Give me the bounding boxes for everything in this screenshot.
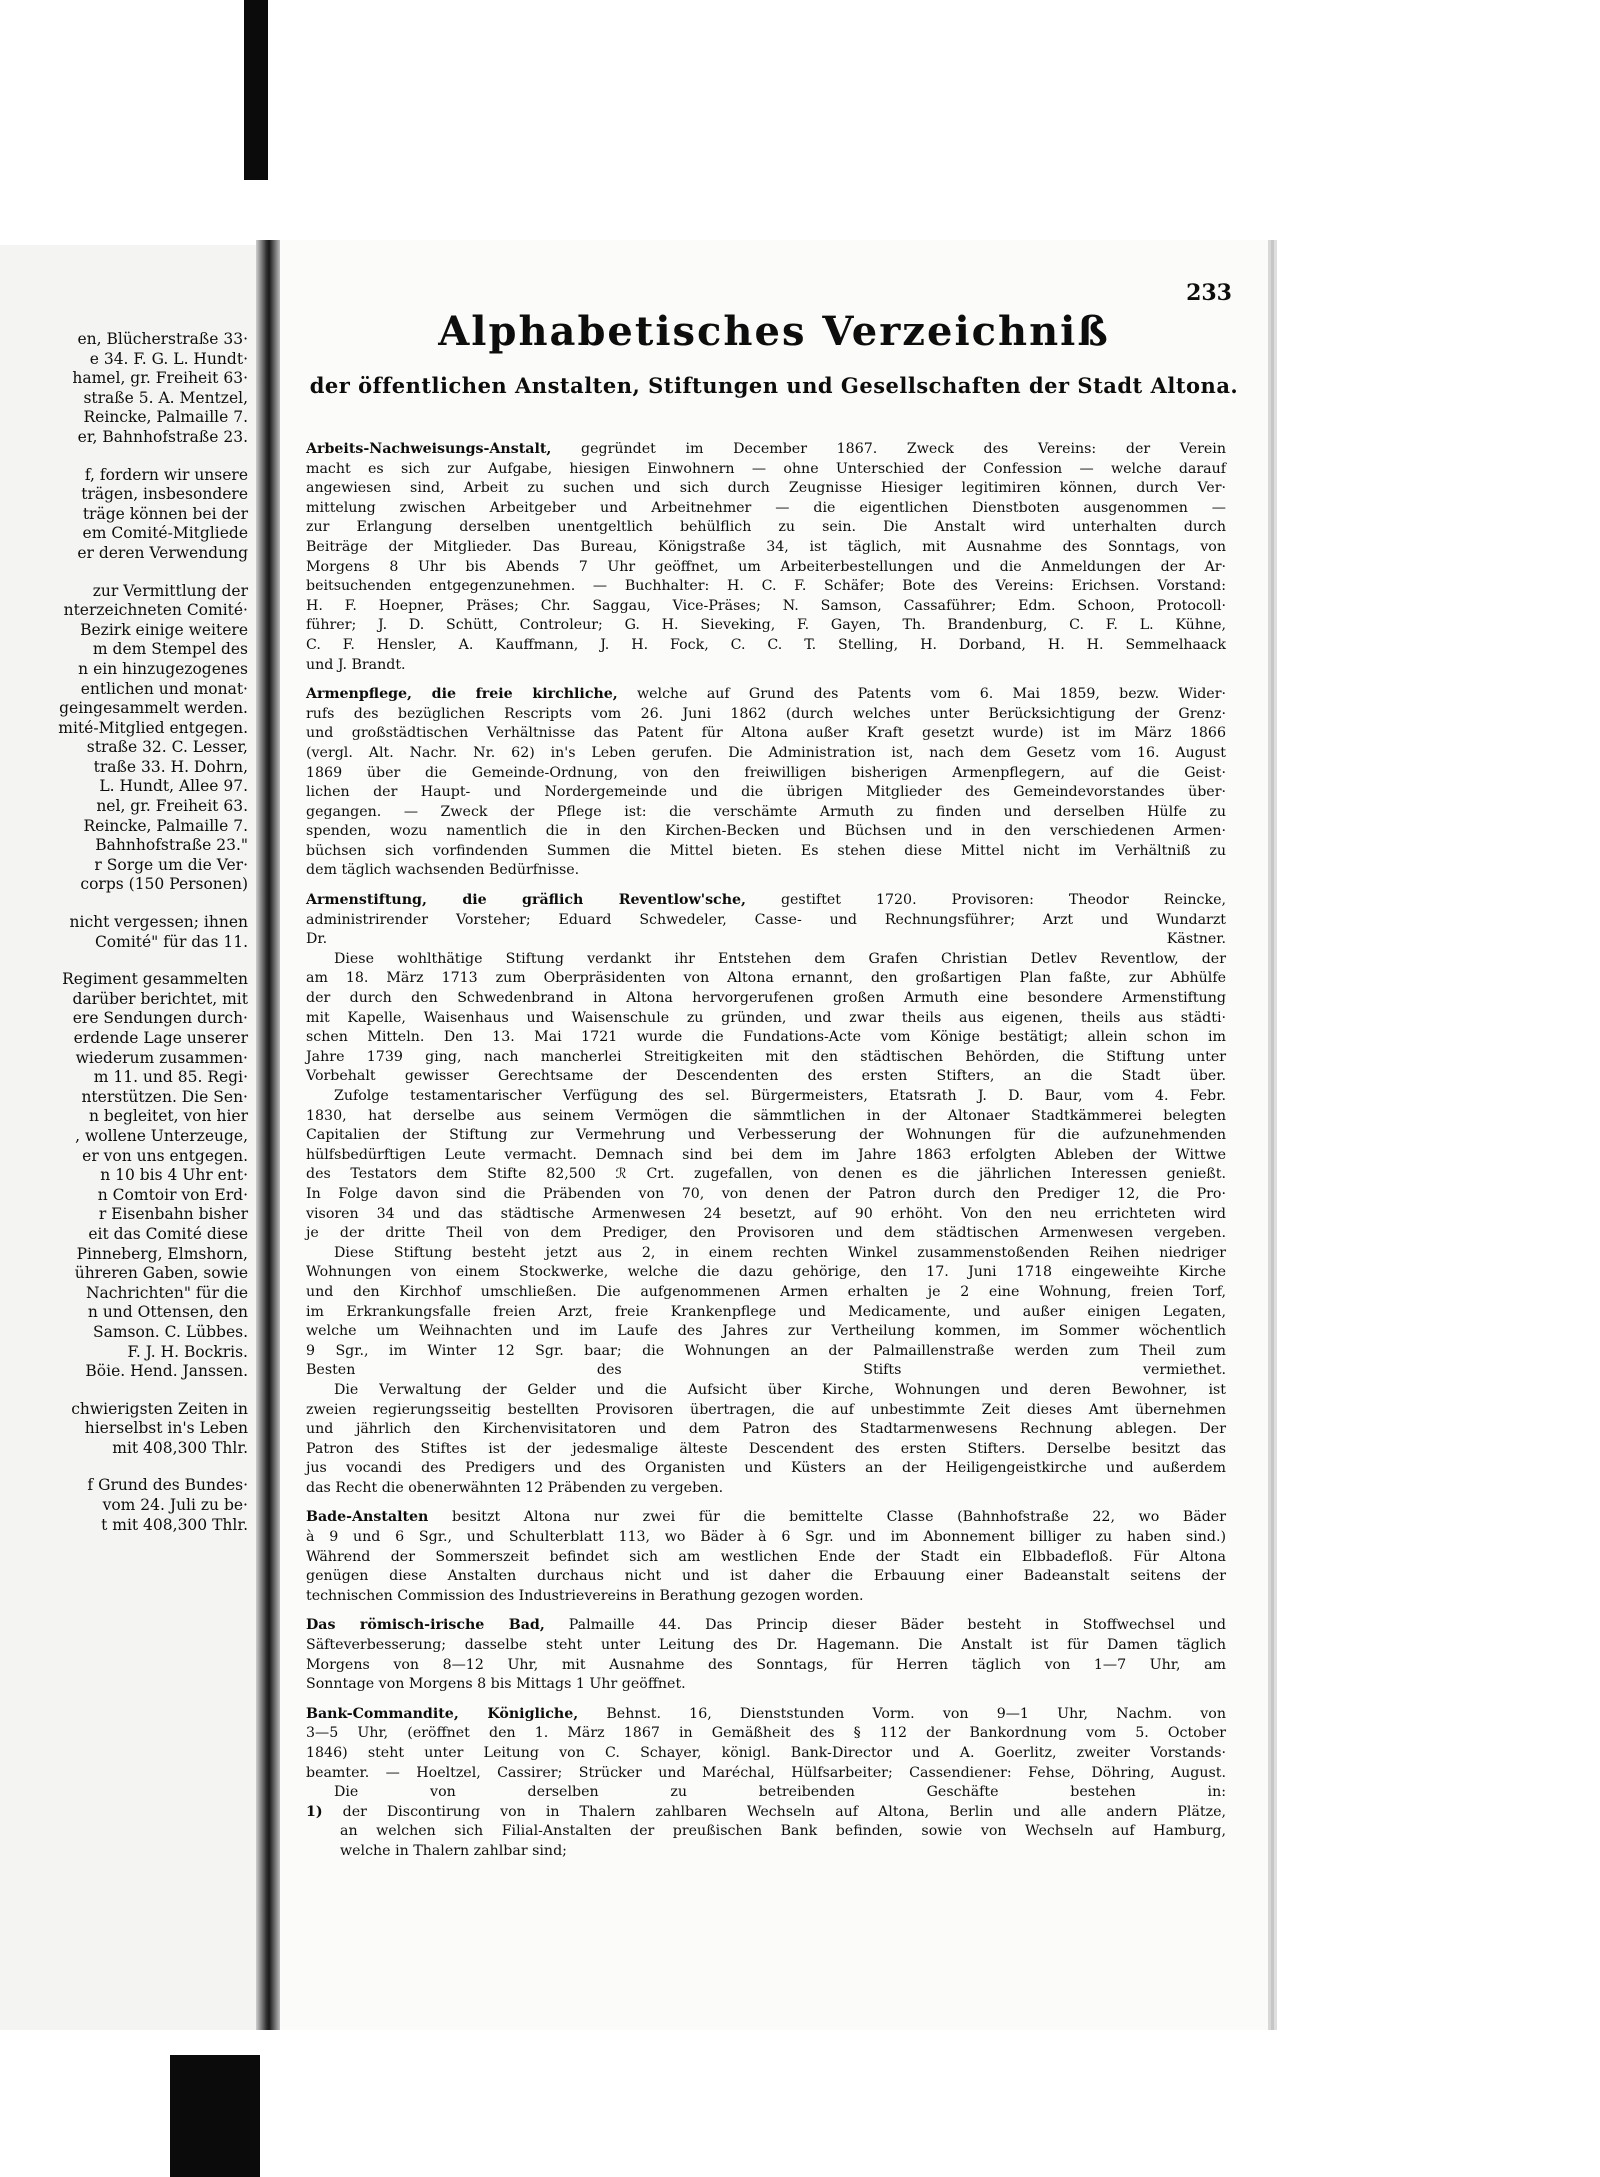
entry-heading: Armenpflege, die freie kirchliche, bbox=[306, 686, 618, 703]
entry-line bbox=[306, 1783, 1226, 1803]
left-column-line: hierselbst in's Leben bbox=[84, 1419, 248, 1438]
left-column-line: nel, gr. Freiheit 63. bbox=[96, 797, 248, 816]
entry-text: Patron des Stiftes ist der jedesmalige älteste Descendent des ersten Stifters. Derselbe besitzt das bbox=[306, 1440, 1226, 1457]
entry-line bbox=[306, 1528, 1226, 1548]
page-number: 233 bbox=[1186, 280, 1232, 306]
left-column-line: n ein hinzugezogenes bbox=[78, 659, 248, 678]
entry-line bbox=[306, 440, 1226, 460]
entry-line bbox=[306, 764, 1226, 784]
left-column-line: nterstützen. Die Sen· bbox=[81, 1087, 248, 1106]
left-column-line: Regiment gesammelten bbox=[62, 970, 248, 989]
left-column-gap bbox=[8, 448, 248, 466]
entry-line bbox=[306, 1185, 1226, 1205]
entry-line bbox=[306, 616, 1226, 636]
entry-text: mit Kapelle, Waisenhaus und Waisenschule zu gründen, und zwar theils aus eigenen, theils aus städti· bbox=[306, 1009, 1226, 1026]
entry-text: welche auf Grund des Patents vom 6. Mai 1859, bezw. Wider· bbox=[617, 686, 1226, 703]
entry-line bbox=[306, 1616, 1226, 1636]
left-column-line: n und Ottensen, den bbox=[87, 1303, 248, 1322]
entry-text: beamter. — Hoeltzel, Cassirer; Strücker und Maréchal, Hülfsarbeiter; Cassendiener: Fehse, Döhring, August. bbox=[306, 1764, 1226, 1781]
entry-line bbox=[306, 950, 1226, 970]
entry-line bbox=[306, 1048, 1226, 1068]
left-column-gap bbox=[8, 895, 248, 913]
right-page bbox=[280, 240, 1268, 2030]
left-column-line: r Eisenbahn bisher bbox=[98, 1205, 248, 1224]
left-column-line: mité-Mitglied entgegen. bbox=[58, 718, 248, 737]
entry-text: angewiesen sind, Arbeit zu suchen und sich durch Zeugnisse Hiesiger legitimiren können, durch Ver· bbox=[306, 480, 1226, 497]
directory-entry bbox=[306, 1705, 1226, 1862]
entry-text: welche in Thalern zahlbar sind; bbox=[340, 1842, 567, 1859]
entry-line bbox=[306, 577, 1226, 597]
entry-line bbox=[306, 842, 1226, 862]
entry-line bbox=[306, 499, 1226, 519]
entry-text: an welchen sich Filial-Anstalten der preußischen Bank befinden, sowie von Wechseln auf Hamburg, bbox=[340, 1823, 1226, 1840]
left-column-line: t mit 408,300 Thlr. bbox=[101, 1515, 248, 1534]
entry-text: und großstädtischen Verhältnisse das Patent für Altona außer Kraft gesetzt wurde) ist im März 1866 bbox=[306, 725, 1226, 742]
entry-line bbox=[306, 1401, 1226, 1421]
left-column-line: straße 5. A. Mentzel, bbox=[83, 388, 248, 407]
entry-line bbox=[306, 1009, 1226, 1029]
entry-text: Wohnungen von einem Stockwerke, welche die dazu gehörige, den 17. Juni 1718 eingeweihte Kirche bbox=[306, 1264, 1226, 1281]
entry-line bbox=[306, 1822, 1226, 1842]
entry-text: spenden, wozu namentlich die in den Kirchen-Becken und Büchsen und in den verschiedenen Armen· bbox=[306, 823, 1226, 840]
entry-text: zur Erlangung derselben unentgeltlich behülflich zu sein. Die Anstalt wird unterhalten durch bbox=[306, 519, 1226, 536]
entry-text: Diese Stiftung besteht jetzt aus 2, in einem rechten Winkel zusammenstoßenden Reihen niedriger bbox=[334, 1244, 1226, 1261]
entry-text: am 18. März 1713 zum Oberpräsidenten von Altona ernannt, den großartigen Plan faßte, zur Abhülfe bbox=[306, 970, 1226, 987]
entry-line bbox=[306, 1263, 1226, 1283]
entry-text: Die Verwaltung der Gelder und die Aufsicht über Kirche, Wohnungen und deren Bewohner, ist bbox=[334, 1381, 1226, 1398]
entry-line bbox=[306, 636, 1226, 656]
left-column-line: corps (150 Personen) bbox=[80, 875, 248, 894]
entry-text: Beiträge der Mitglieder. Das Bureau, Königstraße 34, ist täglich, mit Ausnahme des Sonntags, von bbox=[306, 538, 1226, 555]
entry-text: gegründet im December 1867. Zweck des Vereins: der Verein bbox=[551, 441, 1226, 457]
entries-text bbox=[306, 440, 1226, 1872]
entry-line bbox=[306, 1361, 1226, 1381]
left-column-line: vom 24. Juli zu be· bbox=[102, 1496, 248, 1515]
entry-text: Jahre 1739 ging, nach mancherlei Streitigkeiten mit den städtischen Behörden, die Stiftung unter bbox=[306, 1048, 1226, 1065]
entry-text: beitsuchenden entgegenzunehmen. — Buchhalter: H. C. F. Schäfer; Bote des Vereins: Erichsen. Vorstand: bbox=[306, 578, 1226, 595]
entry-text: und J. Brandt. bbox=[306, 656, 406, 673]
entry-text: hülfsbedürftigen Leute vermacht. Demnach sind bei dem im Jahre 1863 erfolgten Ableben der Wittwe bbox=[306, 1146, 1226, 1163]
entry-text: 1846) steht unter Leitung von C. Schayer, königl. Bank-Director und A. Goerlitz, zweiter Vorstands· bbox=[306, 1745, 1226, 1761]
entry-text: büchsen sich vorfindenden Summen die Mittel bieten. Es stehen diese Mittel nicht im Verhältniß zu bbox=[306, 842, 1226, 859]
left-column-line: L. Hundt, Allee 97. bbox=[99, 777, 248, 796]
entry-line bbox=[306, 803, 1226, 823]
left-column-line: hamel, gr. Freiheit 63· bbox=[72, 369, 248, 388]
entry-line bbox=[306, 891, 1226, 911]
entry-line bbox=[306, 861, 1226, 881]
entry-line bbox=[306, 1146, 1226, 1166]
left-column-line: eit das Comité diese bbox=[88, 1224, 248, 1243]
left-column-line: ühreren Gaben, sowie bbox=[74, 1264, 248, 1283]
left-page bbox=[0, 245, 257, 2030]
entry-text: Besten des Stifts vermiethet. bbox=[306, 1362, 1226, 1379]
entry-text: visoren 34 und das städtische Armenwesen 24 besetzt, auf 90 erhöht. Von den neu errichteten wird bbox=[306, 1205, 1226, 1222]
entry-line bbox=[306, 1744, 1226, 1764]
entry-text: jus vocandi des Predigers und des Organisten und Küsters an der Heiligengeistkirche und außerdem bbox=[306, 1460, 1226, 1477]
left-column-line: n Comtoir von Erd· bbox=[97, 1185, 248, 1204]
entry-line bbox=[306, 1656, 1226, 1676]
entry-text: das Recht die obenerwähnten 12 Präbenden zu vergeben. bbox=[306, 1479, 724, 1496]
entry-text: Palmaille 44. Das Princip dieser Bäder besteht in Stoffwechsel und bbox=[544, 1617, 1226, 1634]
left-column-gap bbox=[8, 564, 248, 582]
left-column-line: r Sorge um die Ver· bbox=[94, 855, 248, 874]
entry-line bbox=[306, 1165, 1226, 1185]
left-column-gap bbox=[8, 1382, 248, 1400]
left-column-gap bbox=[8, 1458, 248, 1476]
left-column-line: wiederum zusammen· bbox=[75, 1048, 248, 1067]
left-column-line: straße 32. C. Lesser, bbox=[86, 738, 248, 757]
entry-text: H. F. Hoepner, Präses; Chr. Saggau, Vice-Präses; N. Samson, Cassaführer; Edm. Schoon, Protocoll· bbox=[306, 597, 1226, 614]
entry-text: Die von derselben zu betreibenden Geschäfte bestehen in: bbox=[334, 1784, 1226, 1801]
entry-line bbox=[306, 460, 1226, 480]
entry-text: In Folge davon sind die Präbenden von 70, von denen der Patron durch den Prediger 12, die Pro· bbox=[306, 1185, 1226, 1202]
entry-line bbox=[306, 822, 1226, 842]
left-column-line: m dem Stempel des bbox=[92, 640, 248, 659]
entry-text: Morgens 8 Uhr bis Abends 7 Uhr geöffnet, um Arbeiterbestellungen und die Anmeldungen der Ar· bbox=[306, 558, 1226, 575]
entry-text: mittelung zwischen Arbeitgeber und Arbeitnehmer — die eigentlichen Dienstboten ausgenommen — bbox=[306, 499, 1226, 516]
entry-line bbox=[306, 744, 1226, 764]
entry-line bbox=[306, 911, 1226, 931]
entry-line bbox=[306, 597, 1226, 617]
page-subtitle: der öffentlichen Anstalten, Stiftungen und Gesellschaften der Stadt Altona. bbox=[309, 373, 1239, 398]
entry-text: Sonntage von Morgens 8 bis Mittags 1 Uhr geöffnet. bbox=[306, 1676, 686, 1693]
entry-line bbox=[306, 1440, 1226, 1460]
entry-text: und jährlich den Kirchenvisitatoren und dem Patron des Stadtarmenwesens Rechnung ablegen. Der bbox=[306, 1421, 1226, 1438]
left-column-line: geingesammelt werden. bbox=[59, 699, 248, 718]
entry-line bbox=[306, 969, 1226, 989]
entry-text: zweien regierungsseitig bestellten Provisoren übertragen, die auf unbestimmte Zeit dieses Amt übernehmen bbox=[306, 1401, 1226, 1418]
entry-line bbox=[306, 1126, 1226, 1146]
entry-text: Capitalien der Stiftung zur Vermehrung und Verbesserung der Wohnungen für die aufzunehmenden bbox=[306, 1127, 1226, 1144]
entry-text: im Erkrankungsfalle freien Arzt, freie Krankenpflege und Medicamente, und außer einigen Legaten, bbox=[306, 1303, 1226, 1320]
left-column-line: f Grund des Bundes· bbox=[87, 1476, 248, 1495]
entry-line bbox=[306, 1724, 1226, 1744]
entry-heading: Bank-Commandite, Königliche, bbox=[306, 1705, 579, 1722]
entry-text: Diese wohlthätige Stiftung verdankt ihr Entstehen dem Grafen Christian Detlev Reventlow, der bbox=[334, 950, 1226, 967]
entry-text: administrirender Vorsteher; Eduard Schwedeler, Casse- und Rechnungsführer; Arzt und Wundarzt bbox=[306, 911, 1226, 928]
entry-line bbox=[306, 1636, 1226, 1656]
left-column-gap bbox=[8, 952, 248, 970]
directory-entry bbox=[306, 685, 1226, 881]
entry-text: 1830, hat derselbe aus seinem Vermögen die sämmtlichen in der Altonaer Stadtkämmerei belegten bbox=[306, 1107, 1226, 1124]
left-column-line: ere Sendungen durch· bbox=[72, 1009, 248, 1028]
left-column-line: traße 33. H. Dohrn, bbox=[93, 757, 248, 776]
entry-line bbox=[306, 1107, 1226, 1127]
left-column-line: chwierigsten Zeiten in bbox=[71, 1399, 248, 1418]
left-column-line: em Comité-Mitgliede bbox=[82, 524, 248, 543]
entry-line bbox=[306, 1459, 1226, 1479]
entry-text: 3—5 Uhr, (eröffnet den 1. März 1867 in Gemäßheit des § 112 der Bankordnung vom 5. October bbox=[306, 1725, 1226, 1742]
entry-line bbox=[306, 1087, 1226, 1107]
left-column-line: nterzeichneten Comité· bbox=[63, 601, 248, 620]
left-column-line: f, fordern wir unsere bbox=[84, 465, 248, 484]
left-column-line: zur Vermittlung der bbox=[92, 581, 248, 600]
entry-text: gegangen. — Zweck der Pflege ist: die verschämte Armuth zu finden und derselben Hülfe zu bbox=[306, 803, 1226, 820]
entry-text: lichen der Haupt- und Nordergemeinde und die übrigen Mitglieder des Gemeindevorstandes über· bbox=[306, 784, 1226, 801]
entry-line bbox=[306, 558, 1226, 578]
left-column-line: Bahnhofstraße 23." bbox=[95, 836, 248, 855]
entry-heading: Das römisch-irische Bad, bbox=[306, 1617, 545, 1634]
entry-line bbox=[306, 1224, 1226, 1244]
left-column-line: Bezirk einige weitere bbox=[80, 620, 248, 639]
entry-text: à 9 und 6 Sgr., und Schulterblatt 113, wo Bäder à 6 Sgr. und im Abonnement billiger zu haben sind.) bbox=[306, 1529, 1226, 1546]
left-column-line: Böie. Hend. Janssen. bbox=[85, 1362, 248, 1381]
entry-line bbox=[306, 518, 1226, 538]
entry-text: (vergl. Alt. Nachr. Nr. 62) in's Leben gerufen. Die Administration ist, nach dem Gesetz vom 16. August bbox=[306, 744, 1226, 761]
entry-line bbox=[306, 1028, 1226, 1048]
entry-line bbox=[306, 1479, 1226, 1499]
entry-text: Vorbehalt gewisser Gerechtsame der Descendenten des ersten Stifters, an die Stadt über. bbox=[306, 1068, 1226, 1085]
left-column-line: Pinneberg, Elmshorn, bbox=[76, 1244, 248, 1263]
entry-line bbox=[306, 1381, 1226, 1401]
book-spread bbox=[0, 240, 1268, 2030]
left-column-line: mit 408,300 Thlr. bbox=[112, 1438, 248, 1457]
entry-line bbox=[306, 685, 1226, 705]
entry-line bbox=[306, 1322, 1226, 1342]
entry-line bbox=[306, 1205, 1226, 1225]
directory-entry bbox=[306, 1508, 1226, 1606]
entry-line bbox=[306, 989, 1226, 1009]
left-column-line: n begleitet, von hier bbox=[88, 1107, 248, 1126]
entry-line bbox=[306, 705, 1226, 725]
book-gutter bbox=[256, 240, 280, 2030]
entry-text: der durch den Schwedenbrand in Altona hervorgerufenen großen Armuth eine besondere Armenstiftung bbox=[306, 990, 1226, 1007]
entry-text: 9 Sgr., im Winter 12 Sgr. baar; die Wohnungen an der Palmaillenstraße werden zum Theil zum bbox=[306, 1342, 1226, 1359]
left-column-line: Reincke, Palmaille 7. bbox=[83, 816, 248, 835]
entry-line bbox=[306, 783, 1226, 803]
entry-text: schen Mitteln. Den 13. Mai 1721 wurde die Fundations-Acte vom Könige bestätigt; allein schon im bbox=[306, 1029, 1226, 1046]
left-column-line: nicht vergessen; ihnen bbox=[69, 913, 248, 932]
directory-entry bbox=[306, 891, 1226, 1498]
entry-line bbox=[306, 1508, 1226, 1528]
entry-line bbox=[306, 656, 1226, 676]
left-column-line: Comité" für das 11. bbox=[94, 932, 248, 951]
entry-line bbox=[306, 1587, 1226, 1607]
entry-line bbox=[306, 1548, 1226, 1568]
entry-text: Behnst. 16, Dienststunden Vorm. von 9—1 Uhr, Nachm. von bbox=[578, 1705, 1226, 1722]
left-column-line: Samson. C. Lübbes. bbox=[92, 1322, 248, 1341]
entry-line bbox=[306, 1303, 1226, 1323]
left-column-line: en, Blücherstraße 33· bbox=[77, 330, 248, 348]
entry-line bbox=[306, 1244, 1226, 1264]
entry-text: genügen diese Anstalten durchaus nicht und ist daher die Erbauung einer Badeanstalt seitens der bbox=[306, 1568, 1226, 1585]
entry-line bbox=[306, 1567, 1226, 1587]
left-column-line: er, Bahnhofstraße 23. bbox=[77, 427, 248, 446]
entry-heading: Bade-Anstalten bbox=[306, 1509, 429, 1526]
left-column-line: e 34. F. G. L. Hundt· bbox=[89, 349, 248, 368]
left-column-line: träge können bei der bbox=[82, 504, 248, 523]
entry-line bbox=[306, 930, 1226, 950]
entry-text: des Testators dem Stifte 82,500 ℛ Crt. zugefallen, von denen es die jährlichen Interessen genießt. bbox=[306, 1166, 1226, 1183]
entry-line bbox=[306, 724, 1226, 744]
directory-entry bbox=[306, 440, 1226, 675]
left-column-line: entlichen und monat· bbox=[80, 679, 248, 698]
left-column-line: darüber berichtet, mit bbox=[72, 989, 248, 1008]
entry-line bbox=[306, 1283, 1226, 1303]
entry-text: 1869 über die Gemeinde-Ordnung, von den freiwilligen bisherigen Armenpflegern, auf die Geist· bbox=[306, 764, 1226, 781]
entry-text: Während der Sommerszeit befindet sich am westlichen Ende der Stadt ein Elbbadefloß. Für Altona bbox=[306, 1548, 1226, 1565]
left-column-line: erdende Lage unserer bbox=[73, 1029, 248, 1047]
entry-text: gestiftet 1720. Provisoren: Theodor Reincke, bbox=[745, 892, 1226, 909]
directory-entry bbox=[306, 1616, 1226, 1694]
entry-line bbox=[306, 1342, 1226, 1362]
entry-text: welche um Weihnachten und im Laufe des Jahres zur Vertheilung kommen, im Sommer wöchentlich bbox=[306, 1323, 1226, 1340]
left-column-line: n 10 bis 4 Uhr ent· bbox=[100, 1166, 248, 1185]
page-title: Alphabetisches Verzeichniß bbox=[438, 308, 1110, 355]
entry-line bbox=[306, 1803, 1226, 1823]
entry-text: C. F. Hensler, A. Kauffmann, J. H. Fock, C. C. T. Stelling, H. Dorband, H. H. Semmelhaack bbox=[306, 636, 1226, 653]
scanner-clamp-top bbox=[244, 0, 268, 180]
left-page-text-column bbox=[8, 330, 248, 1535]
left-column-line: m 11. und 85. Regi· bbox=[93, 1068, 248, 1087]
entry-text: Säfteverbesserung; dasselbe steht unter Leitung des Dr. Hagemann. Die Anstalt ist für Damen täglich bbox=[306, 1637, 1226, 1654]
entry-heading: Arbeits-Nachweisungs-Anstalt, bbox=[306, 441, 552, 457]
entry-line bbox=[306, 538, 1226, 558]
entry-text: Zufolge testamentarischer Verfügung des sel. Bürgermeisters, Etatsrath J. D. Baur, vom 4. Febr. bbox=[334, 1088, 1226, 1104]
entry-line bbox=[306, 1705, 1226, 1725]
left-column-line: er von uns entgegen. bbox=[82, 1146, 248, 1165]
entry-line bbox=[306, 1420, 1226, 1440]
entry-heading: Armenstiftung, die gräflich Reventlow'sche, bbox=[306, 892, 746, 909]
entry-text: führer; J. D. Schütt, Controleur; G. H. Sieveking, F. Gayen, Th. Brandenburg, C. F. L. Kühne, bbox=[306, 617, 1226, 634]
left-column-line: er deren Verwendung bbox=[77, 543, 248, 562]
entry-text: technischen Commission des Industrievereins in Berathung gezogen worden. bbox=[306, 1587, 864, 1604]
entry-line bbox=[306, 1764, 1226, 1784]
entry-line bbox=[306, 1067, 1226, 1087]
entry-line bbox=[306, 479, 1226, 499]
entry-line bbox=[306, 1675, 1226, 1695]
entry-line bbox=[306, 1842, 1226, 1862]
entry-text: besitzt Altona nur zwei für die bemittelte Classe (Bahnhofstraße 22, wo Bäder bbox=[428, 1509, 1226, 1526]
left-column-line: F. J. H. Bockris. bbox=[127, 1342, 248, 1361]
scanner-clamp-bottom bbox=[170, 2055, 260, 2177]
left-column-line: Nachrichten" für die bbox=[85, 1283, 248, 1302]
left-column-line: trägen, insbesondere bbox=[81, 485, 248, 504]
entry-text: Morgens von 8—12 Uhr, mit Ausnahme des Sonntags, für Herren täglich von 1—7 Uhr, am bbox=[306, 1656, 1226, 1673]
entry-text: Dr. Kästner. bbox=[306, 931, 1226, 948]
entry-text: dem täglich wachsenden Bedürfnisse. bbox=[306, 862, 580, 879]
entry-text: und den Kirchhof umschließen. Die aufgenommenen Armen erhalten je 2 eine Wohnung, freien Torf, bbox=[306, 1283, 1226, 1300]
entry-text: je der dritte Theil von dem Prediger, den Provisoren und dem städtischen Armenwesen vergeben. bbox=[306, 1225, 1226, 1242]
left-column-line: Reincke, Palmaille 7. bbox=[83, 408, 248, 427]
entry-text: rufs des bezüglichen Rescripts vom 26. Juni 1862 (durch welches unter Berücksichtigung der Grenz· bbox=[306, 705, 1226, 722]
left-column-line: , wollene Unterzeuge, bbox=[75, 1126, 248, 1145]
entry-text: der Discontirung von in Thalern zahlbaren Wechseln auf Altona, Berlin und alle andern Plätze, bbox=[322, 1803, 1226, 1820]
entry-text: macht es sich zur Aufgabe, hiesigen Einwohnern — ohne Unterschied der Confession — welche darauf bbox=[306, 460, 1226, 477]
entry-heading: 1) bbox=[306, 1803, 323, 1820]
